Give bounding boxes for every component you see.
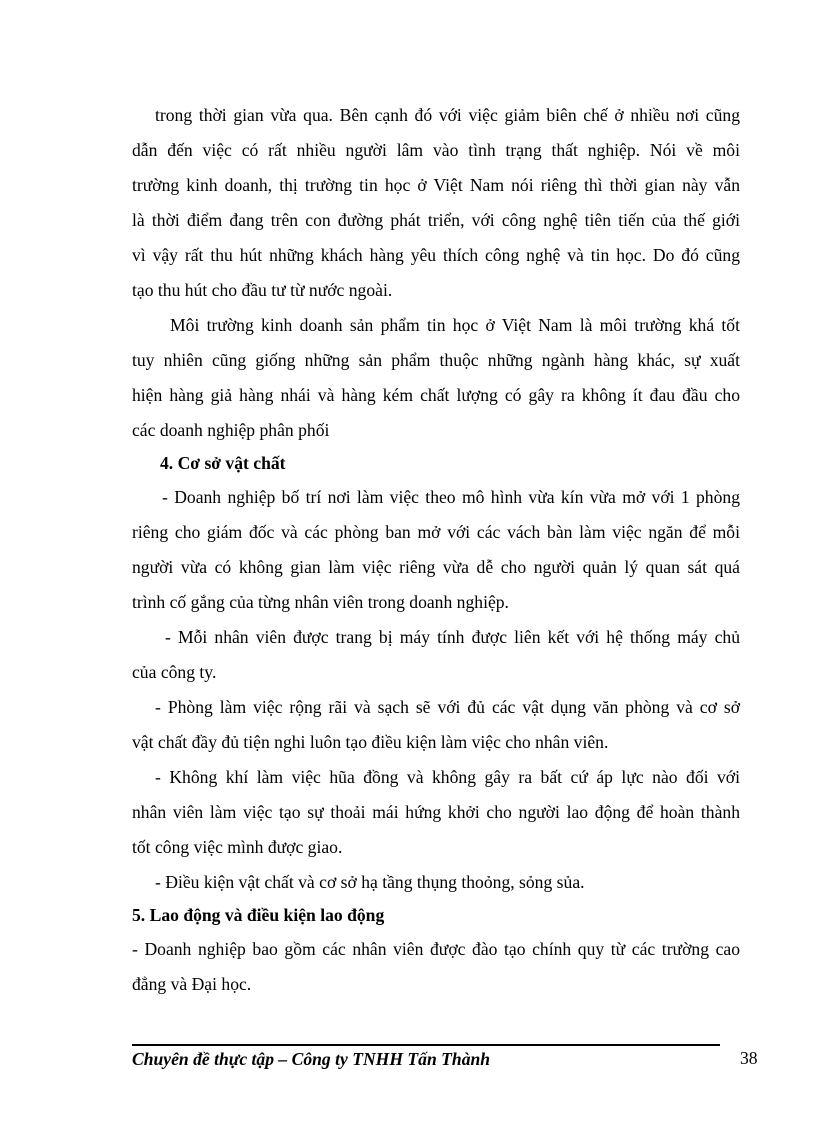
section-heading-5: 5. Lao động và điều kiện lao động bbox=[132, 905, 385, 925]
footer-title: Chuyên đề thực tập – Công ty TNHH Tấn Thành bbox=[132, 1049, 491, 1069]
paragraph-line: trong thời gian vừa qua. Bên cạnh đó với việc giảm biên chế ở nhiều nơi cũng bbox=[155, 105, 740, 125]
paragraph-line: tốt công việc mình được giao. bbox=[132, 837, 343, 857]
paragraph-line: dẫn đến việc có rất nhiều người lâm vào tình trạng thất nghiệp. Nói về môi bbox=[132, 140, 740, 160]
section-heading-4: 4. Cơ sở vật chất bbox=[160, 453, 286, 473]
footer-divider bbox=[132, 1044, 720, 1046]
paragraph-line: trường kinh doanh, thị trường tin học ở Việt Nam nói riêng thì thời gian này vẫn bbox=[132, 175, 740, 195]
paragraph-line: - Phòng làm việc rộng rãi và sạch sẽ với đủ các vật dụng văn phòng và cơ sở bbox=[155, 697, 740, 717]
paragraph-line: - Mỗi nhân viên được trang bị máy tính được liên kết với hệ thống máy chủ bbox=[165, 627, 740, 647]
paragraph-line: đẳng và Đại học. bbox=[132, 974, 252, 994]
paragraph-line: là thời điểm đang trên con đường phát triển, với công nghệ tiên tiến của thế giới bbox=[132, 210, 740, 230]
paragraph-line: của công ty. bbox=[132, 662, 217, 682]
paragraph-line: tạo thu hút cho đầu tư từ nước ngoài. bbox=[132, 280, 393, 300]
paragraph-line: tuy nhiên cũng giống những sản phẩm thuộc những ngành hàng khác, sự xuất bbox=[132, 350, 740, 370]
paragraph-line: các doanh nghiệp phân phối bbox=[132, 420, 330, 440]
paragraph-line: - Điều kiện vật chất và cơ sở hạ tầng thụng thoỏng, sỏng sủa. bbox=[155, 872, 585, 892]
paragraph-line: hiện hàng giả hàng nhái và hàng kém chất lượng có gây ra không ít đau đầu cho bbox=[132, 385, 740, 405]
paragraph-line: Môi trường kinh doanh sản phẩm tin học ở Việt Nam là môi trường khá tốt bbox=[170, 315, 740, 335]
paragraph-line: riêng cho giám đốc và các phòng ban mở với các vách bàn làm việc ngăn để mỗi bbox=[132, 522, 740, 542]
page-number: 38 bbox=[740, 1048, 758, 1068]
paragraph-line: vật chất đầy đủ tiện nghi luôn tạo điều kiện làm việc cho nhân viên. bbox=[132, 732, 609, 752]
paragraph-line: người vừa có không gian làm việc riêng vừa dễ cho người quản lý quan sát quá bbox=[132, 557, 740, 577]
paragraph-line: vì vậy rất thu hút những khách hàng yêu thích công nghệ và tin học. Do đó cũng bbox=[132, 245, 740, 265]
paragraph-line: trình cố gắng của từng nhân viên trong doanh nghiệp. bbox=[132, 592, 509, 612]
paragraph-line: - Doanh nghiệp bố trí nơi làm việc theo mô hình vừa kín vừa mở với 1 phòng bbox=[162, 487, 740, 507]
paragraph-line: nhân viên làm việc tạo sự thoải mái hứng khởi cho người lao động để hoàn thành bbox=[132, 802, 740, 822]
paragraph-line: - Doanh nghiệp bao gồm các nhân viên được đào tạo chính quy từ các trường cao bbox=[132, 939, 740, 959]
paragraph-line: - Không khí làm việc hũa đồng và không gây ra bất cứ áp lực nào đối với bbox=[155, 767, 740, 787]
